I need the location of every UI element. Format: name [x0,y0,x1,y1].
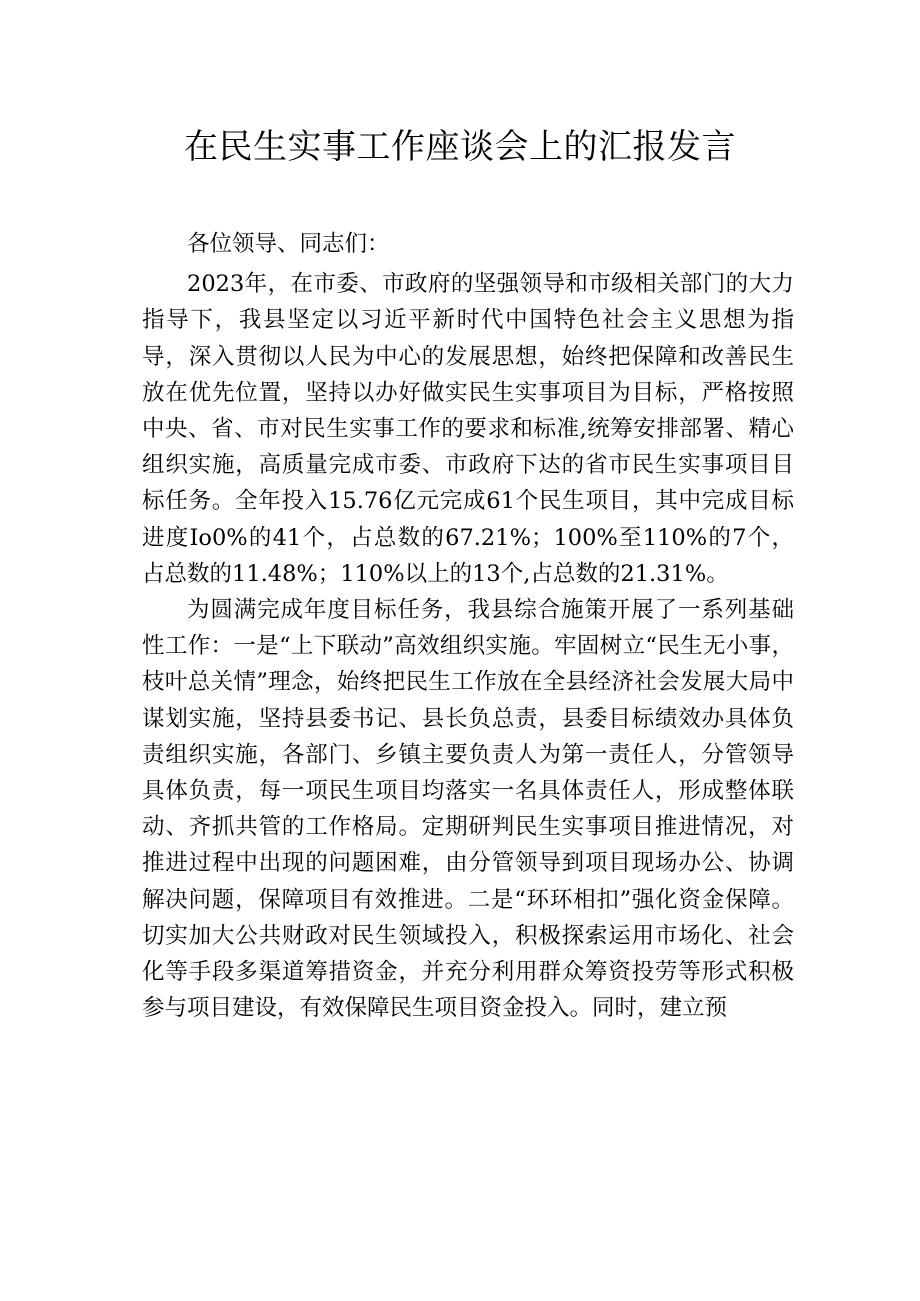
salutation: 各位领导、同志们： [187,231,390,257]
paragraph-1: 2023年，在市委、市政府的坚强领导和市级相关部门的大力指导下，我县坚定以习近平新时代中国特色社会主义思想为指导，深入贯彻以人民为中心的发展思想，始终把保障和改善民生放在优先位置，坚持以办好做实民生实事项目为目标，严格按照中央、省、市对民生实事工作的要求和标准,统筹安排部署、精心组织实施，高质量完成市委、市政府下达的省市民生实事项目目标任务。全年投入15.76亿元完成61个民生项目，其中完成目标进度Io0%的41个，占总数的67.21%；100%至110%的7个，占总数的11.48%；110%以上的13个,占总数的21.31%。 [142,271,794,587]
document-body [142,226,794,1026]
document-title: 在民生实事工作座谈会上的汇报发言 [184,127,736,167]
paragraph-2: 为圆满完成年度目标任务，我县综合施策开展了一系列基础性工作：一是“上下联动”高效组织实施。牢固树立“民生无小事，枝叶总关情”理念，始终把民生工作放在全县经济社会发展大局中谋划实施，坚持县委书记、县长负总责，县委目标绩效办具体负责组织实施，各部门、乡镇主要负责人为第一责任人，分管领导具体负责，每一项民生项目均落实一名具体责任人，形成整体联动、齐抓共管的工作格局。定期研判民生实事项目推进情况，对推进过程中出现的问题困难，由分管领导到项目现场办公、协调解决问题，保障项目有效推进。二是“环环相扣”强化资金保障。切实加大公共财政对民生领域投入，积极探索运用市场化、社会化等手段多渠道筹措资金，并充分利用群众筹资投劳等形式积极参与项目建设，有效保障民生项目资金投入。同时，建立预 [142,597,794,1022]
